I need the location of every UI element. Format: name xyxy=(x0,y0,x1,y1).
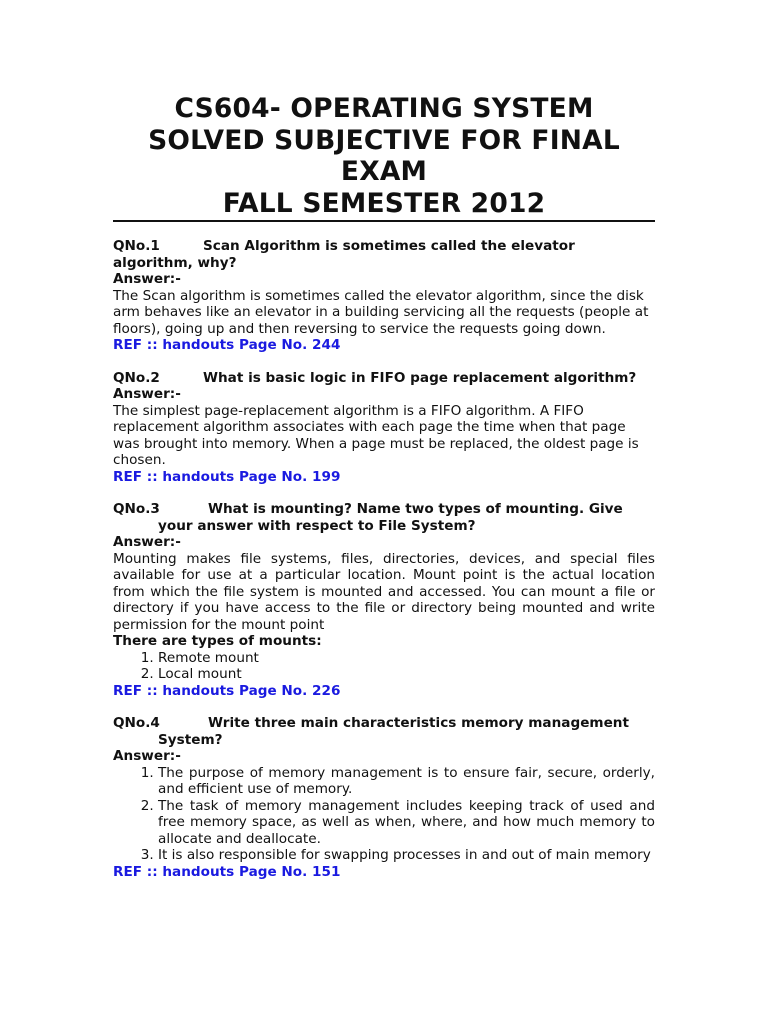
list-item: 2. The task of memory management includes keeping track of used and free memory space, as well as when, where, and how much memory to allocate and deallocate. xyxy=(158,798,655,848)
title-line: EXAM xyxy=(340,156,428,187)
answer-text: The Scan algorithm is sometimes called the elevator algorithm, since the disk arm behaves like an elevator in a building servicing all the requests (people at floors), going up and then reversing to service the requests going down. xyxy=(113,287,649,337)
answer-text: Mounting makes file systems, files, directories, devices, and special files available for use at a particular location. Mount point is the actual location from which the file system is mounted and accessed. You can mount a file or directory if you have access to the file or directory being mounted and write permission for the mount point xyxy=(113,550,655,633)
characteristics-list xyxy=(113,765,655,864)
question-block-3 xyxy=(113,501,655,699)
question-text: Scan Algorithm is sometimes called the elevator xyxy=(203,238,575,254)
question-text-continued: algorithm, why? xyxy=(113,254,237,271)
question-text: What is mounting? Name two types of mounting. Give xyxy=(208,501,623,517)
answer-label: Answer:- xyxy=(113,386,181,402)
question-text-continued: System? xyxy=(158,731,223,748)
reference-link[interactable]: REF :: handouts Page No. 199 xyxy=(113,468,341,485)
title-line: SOLVED SUBJECTIVE FOR FINAL xyxy=(148,124,620,156)
reference-link[interactable]: REF :: handouts Page No. 244 xyxy=(113,337,341,353)
list-item: 2. Local mount xyxy=(158,666,655,683)
list-item: 1. The purpose of memory management is to ensure fair, secure, orderly, and efficient use of memory. xyxy=(158,765,655,798)
questions-list xyxy=(113,238,655,896)
question-number: QNo.4 xyxy=(113,715,160,731)
list-item: 3. It is also responsible for swapping processes in and out of main memory xyxy=(158,847,655,864)
mount-types-list xyxy=(113,650,655,683)
document-title xyxy=(113,93,655,219)
title-line: FALL SEMESTER 2012 xyxy=(222,187,546,219)
question-heading xyxy=(113,501,655,534)
question-text: Write three main characteristics memory management xyxy=(208,715,629,731)
question-number: QNo.3 xyxy=(113,501,160,517)
answer-text: The simplest page-replacement algorithm is a FIFO algorithm. A FIFO replacement algorithm associates with each page the time when that page was brought into memory. When a page must be replaced, the oldest page is chosen. xyxy=(113,402,639,468)
answer-label: Answer:- xyxy=(113,534,181,550)
list-heading: There are types of mounts: xyxy=(113,633,322,649)
question-number: QNo.2 xyxy=(113,369,160,386)
question-heading xyxy=(113,370,655,387)
question-block-1 xyxy=(113,238,655,354)
question-block-2 xyxy=(113,370,655,486)
question-block-4 xyxy=(113,715,655,880)
reference-link[interactable]: REF :: handouts Page No. 226 xyxy=(113,682,341,699)
question-text-continued: your answer with respect to File System? xyxy=(158,517,476,534)
title-divider xyxy=(113,220,655,222)
question-heading xyxy=(113,238,655,271)
answer-label: Answer:- xyxy=(113,748,181,764)
answer-label: Answer:- xyxy=(113,271,181,287)
title-line: CS604- OPERATING SYSTEM xyxy=(174,93,594,124)
question-text: What is basic logic in FIFO page replacement algorithm? xyxy=(203,369,637,386)
question-heading xyxy=(113,715,655,748)
list-item: 1. Remote mount xyxy=(158,650,655,667)
question-number: QNo.1 xyxy=(113,238,160,254)
reference-link[interactable]: REF :: handouts Page No. 151 xyxy=(113,863,341,880)
